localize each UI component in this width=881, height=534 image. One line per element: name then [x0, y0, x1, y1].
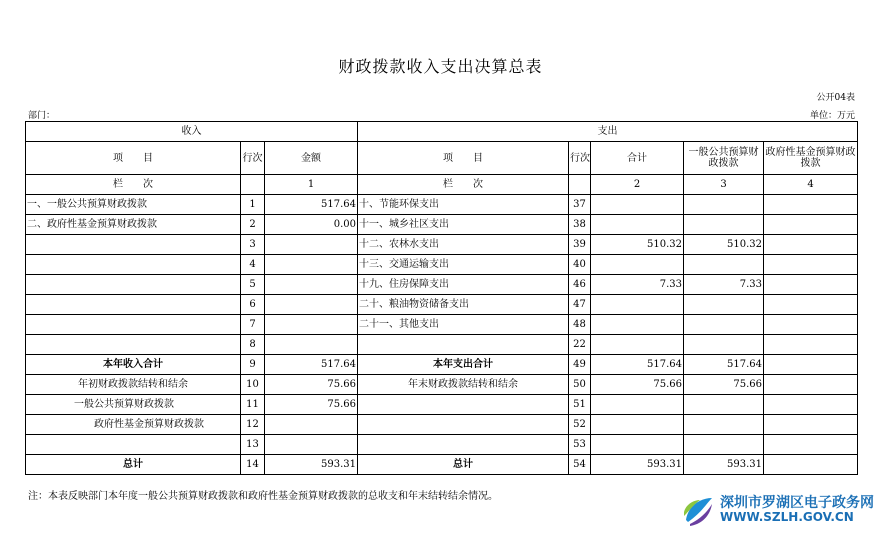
- table-row: [26, 395, 858, 415]
- general-budget-cell: 75.66: [684, 375, 764, 395]
- table-row: [26, 355, 858, 375]
- income-rowno-cell: 14: [241, 455, 265, 475]
- income-amount-cell: [265, 255, 358, 275]
- expense-rowno-cell: 39: [569, 235, 591, 255]
- income-amount-cell: [265, 315, 358, 335]
- income-rowno-cell: 13: [241, 435, 265, 455]
- expense-total-cell: 75.66: [591, 375, 684, 395]
- income-amount-cell: [265, 295, 358, 315]
- income-item-cell: [26, 335, 241, 355]
- income-item-header: 项 目: [26, 142, 241, 175]
- table-row: [26, 435, 858, 455]
- gov-fund-cell: [764, 235, 858, 255]
- expense-total-cell: 593.31: [591, 455, 684, 475]
- expense-rowno-cell: 51: [569, 395, 591, 415]
- income-rowno-cell: 5: [241, 275, 265, 295]
- table-row: [26, 215, 858, 235]
- general-budget-cell: [684, 335, 764, 355]
- income-header: 收入: [26, 122, 358, 142]
- income-amount-cell: 593.31: [265, 455, 358, 475]
- income-rowno-cell: 12: [241, 415, 265, 435]
- income-item-cell: [26, 235, 241, 255]
- unit-label: 单位：万元: [809, 111, 855, 121]
- department-label: 部门：: [28, 111, 56, 121]
- general-budget-cell: [684, 395, 764, 415]
- income-amount-cell: [265, 275, 358, 295]
- expense-rowno-cell: 47: [569, 295, 591, 315]
- report-title: 财政拨款收入支出决算总表: [338, 57, 543, 76]
- table-row: [26, 195, 858, 215]
- watermark-name: 深圳市罗湖区电子政务网: [720, 495, 874, 511]
- table-row: [26, 415, 858, 435]
- income-item-cell: [26, 295, 241, 315]
- gov-fund-cell: [764, 375, 858, 395]
- gov-fund-cell: [764, 355, 858, 375]
- expense-total-cell: [591, 335, 684, 355]
- income-amount-header: 金额: [265, 142, 358, 175]
- expense-rowno-cell: 38: [569, 215, 591, 235]
- general-budget-cell: [684, 295, 764, 315]
- income-rowno-cell: 11: [241, 395, 265, 415]
- expense-rowno-cell: 49: [569, 355, 591, 375]
- income-amount-cell: [265, 435, 358, 455]
- expense-total-cell: [591, 315, 684, 335]
- gov-fund-cell: [764, 195, 858, 215]
- expense-item-cell: 二十、粮油物资储备支出: [358, 295, 569, 315]
- gov-fund-cell: [764, 215, 858, 235]
- gov-fund-cell: [764, 255, 858, 275]
- income-item-cell: 总计: [26, 455, 241, 475]
- general-budget-cell: [684, 415, 764, 435]
- expense-item-cell: [358, 395, 569, 415]
- header-row-columns: [26, 142, 858, 175]
- income-item-cell: 一、一般公共预算财政拨款: [26, 195, 241, 215]
- gov-fund-cell: [764, 415, 858, 435]
- budget-table: [25, 121, 858, 475]
- expense-item-cell: 本年支出合计: [358, 355, 569, 375]
- general-budget-cell: [684, 215, 764, 235]
- expense-rowno-cell: 37: [569, 195, 591, 215]
- expense-item-header: 项 目: [358, 142, 569, 175]
- expense-item-cell: [358, 335, 569, 355]
- income-amount-cell: [265, 235, 358, 255]
- gov-fund-cell: [764, 335, 858, 355]
- expense-total-cell: 510.32: [591, 235, 684, 255]
- income-amount-cell: [265, 415, 358, 435]
- header-row-col-index: [26, 175, 858, 195]
- income-amount-cell: 75.66: [265, 395, 358, 415]
- general-budget-cell: [684, 195, 764, 215]
- income-amount-cell: 517.64: [265, 355, 358, 375]
- expense-total-cell: [591, 295, 684, 315]
- income-rowno-cell: 9: [241, 355, 265, 375]
- gov-fund-cell: [764, 455, 858, 475]
- table-row: [26, 335, 858, 355]
- income-amount-cell: [265, 335, 358, 355]
- income-item-cell: [26, 255, 241, 275]
- expense-item-cell: 十三、交通运输支出: [358, 255, 569, 275]
- expense-rowno-cell: 22: [569, 335, 591, 355]
- expense-total-cell: [591, 195, 684, 215]
- expense-rowno-cell: 40: [569, 255, 591, 275]
- expense-rowno-cell: 48: [569, 315, 591, 335]
- expense-rowno-cell: 50: [569, 375, 591, 395]
- general-budget-header: 一般公共预算财政拨款: [684, 142, 764, 175]
- income-item-cell: [26, 315, 241, 335]
- general-budget-cell: [684, 255, 764, 275]
- expense-col-label: 栏 次: [358, 175, 569, 195]
- watermark-url: WWW.SZLH.GOV.CN: [720, 510, 854, 524]
- expense-total-cell: [591, 215, 684, 235]
- table-row: [26, 455, 858, 475]
- expense-rowno-cell: 54: [569, 455, 591, 475]
- income-col-label: 栏 次: [26, 175, 241, 195]
- gov-fund-header: 政府性基金预算财政拨款: [764, 142, 858, 175]
- empty-cell: [569, 175, 591, 195]
- expense-item-cell: 十、节能环保支出: [358, 195, 569, 215]
- empty-cell: [241, 175, 265, 195]
- general-budget-cell: 7.33: [684, 275, 764, 295]
- general-budget-cell: 510.32: [684, 235, 764, 255]
- expense-rowno-header: 行次: [569, 142, 591, 175]
- table-row: [26, 295, 858, 315]
- gov-fund-cell: [764, 395, 858, 415]
- table-row: [26, 255, 858, 275]
- table-row: [26, 375, 858, 395]
- income-rowno-cell: 3: [241, 235, 265, 255]
- footnote: 注：本表反映部门本年度一般公共预算财政拨款和政府性基金预算财政拨款的总收支和年末结转结余情况。: [28, 491, 498, 502]
- expense-total-cell: 517.64: [591, 355, 684, 375]
- expense-item-cell: [358, 415, 569, 435]
- expense-item-cell: 十一、城乡社区支出: [358, 215, 569, 235]
- col-index-2: 2: [591, 175, 684, 195]
- income-amount-cell: 517.64: [265, 195, 358, 215]
- income-item-cell: [26, 275, 241, 295]
- expense-total-cell: 7.33: [591, 275, 684, 295]
- expense-rowno-cell: 52: [569, 415, 591, 435]
- general-budget-cell: 593.31: [684, 455, 764, 475]
- header-row-sections: [26, 122, 858, 142]
- gov-fund-cell: [764, 435, 858, 455]
- gov-fund-cell: [764, 295, 858, 315]
- site-watermark: [678, 490, 878, 530]
- gov-fund-cell: [764, 315, 858, 335]
- income-item-cell: 政府性基金预算财政拨款: [26, 415, 241, 435]
- income-item-cell: 二、政府性基金预算财政拨款: [26, 215, 241, 235]
- gov-fund-cell: [764, 275, 858, 295]
- table-row: [26, 315, 858, 335]
- income-item-cell: [26, 435, 241, 455]
- income-amount-cell: 0.00: [265, 215, 358, 235]
- expense-total-cell: [591, 255, 684, 275]
- expense-item-cell: 总计: [358, 455, 569, 475]
- income-rowno-cell: 4: [241, 255, 265, 275]
- col-index-4: 4: [764, 175, 858, 195]
- income-rowno-cell: 10: [241, 375, 265, 395]
- income-item-cell: 一般公共预算财政拨款: [26, 395, 241, 415]
- col-index-3: 3: [684, 175, 764, 195]
- income-rowno-cell: 1: [241, 195, 265, 215]
- expense-header: 支出: [358, 122, 858, 142]
- income-rowno-cell: 6: [241, 295, 265, 315]
- income-item-cell: 本年收入合计: [26, 355, 241, 375]
- expense-total-cell: [591, 415, 684, 435]
- table-row: [26, 275, 858, 295]
- income-amount-cell: 75.66: [265, 375, 358, 395]
- general-budget-cell: [684, 435, 764, 455]
- table-row: [26, 235, 858, 255]
- form-number: 公开04表: [816, 93, 855, 103]
- expense-rowno-cell: 46: [569, 275, 591, 295]
- expense-item-cell: 二十一、其他支出: [358, 315, 569, 335]
- expense-item-cell: [358, 435, 569, 455]
- col-index-1: 1: [265, 175, 358, 195]
- income-rowno-header: 行次: [241, 142, 265, 175]
- general-budget-cell: [684, 315, 764, 335]
- income-rowno-cell: 7: [241, 315, 265, 335]
- expense-total-cell: [591, 435, 684, 455]
- expense-item-cell: 十二、农林水支出: [358, 235, 569, 255]
- expense-total-header: 合计: [591, 142, 684, 175]
- expense-rowno-cell: 53: [569, 435, 591, 455]
- expense-item-cell: 十九、住房保障支出: [358, 275, 569, 295]
- general-budget-cell: 517.64: [684, 355, 764, 375]
- income-rowno-cell: 8: [241, 335, 265, 355]
- expense-total-cell: [591, 395, 684, 415]
- income-rowno-cell: 2: [241, 215, 265, 235]
- leaf-logo-icon: [678, 490, 718, 530]
- income-item-cell: 年初财政拨款结转和结余: [26, 375, 241, 395]
- expense-item-cell: 年末财政拨款结转和结余: [358, 375, 569, 395]
